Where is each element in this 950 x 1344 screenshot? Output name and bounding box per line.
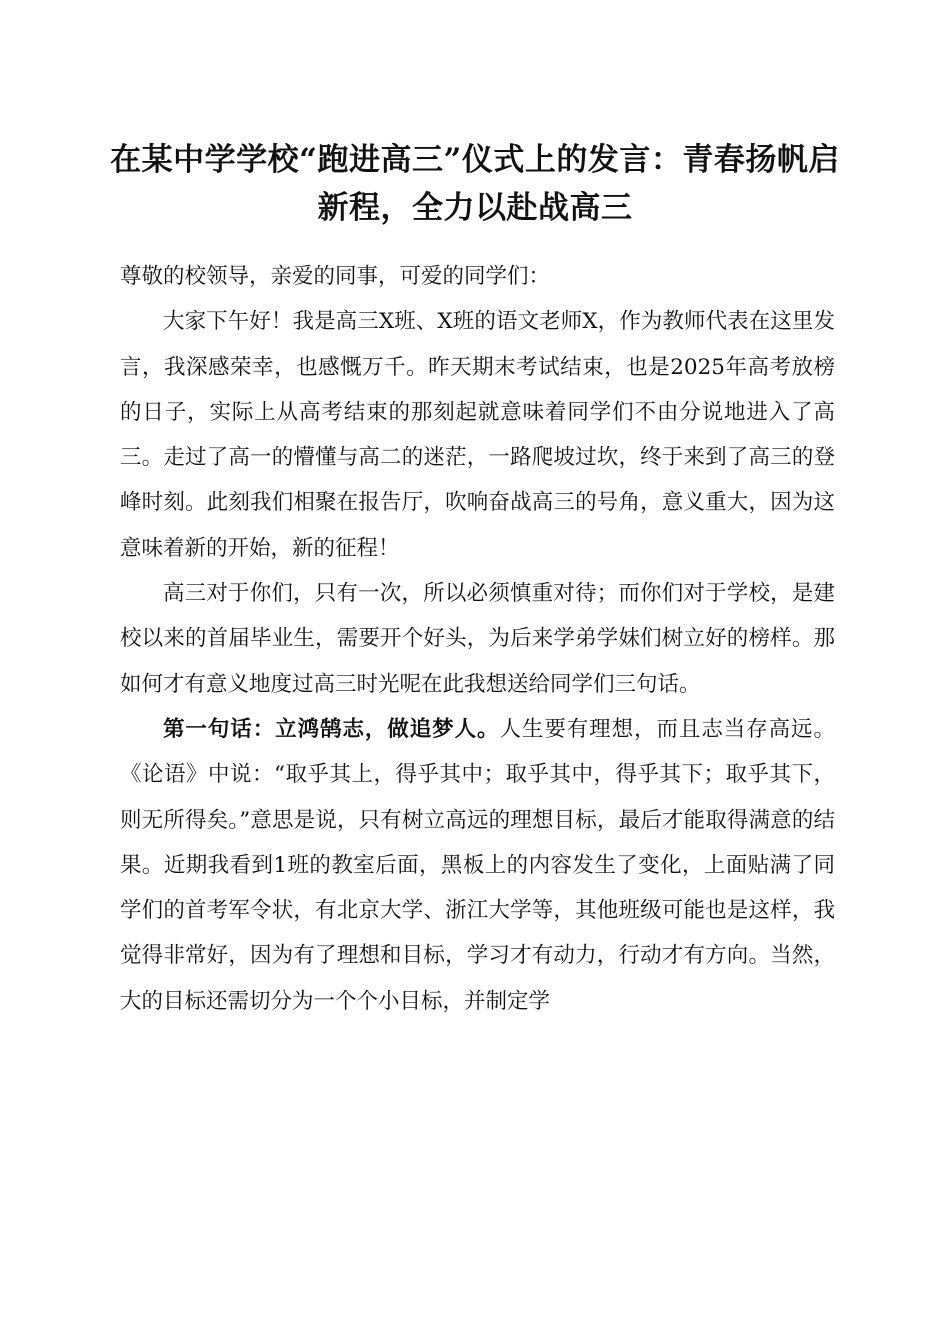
paragraph-3-text: 人生要有理想，而且志当存高远。《论语》中说：“取乎其上，得乎其中；取乎其中，得乎其下；取乎其下，则无所得矣。”意思是说，只有树立高远的理想目标，最后才能取得满意的结果。近期我看到1班的教室后面，黑板上的内容发生了变化，上面贴满了同学们的首考军令状，有北京大学、浙江大学等，其他班级可能也是这样，我觉得非常好，因为有了理想和目标，学习才有动力，行动才有方向。当然，大的目标还需切分为一个个小目标，并制定学	[120, 716, 835, 1014]
paragraph-1	[120, 299, 835, 571]
paragraph-3-lead: 第一句话：立鸿鹄志，做追梦人。	[163, 716, 500, 742]
salutation: 尊敬的校领导，亲爱的同事，可爱的同学们：	[120, 264, 551, 289]
paragraph-3	[120, 707, 835, 1024]
document-title: 在某中学学校“跑进高三”仪式上的发言：青春扬帆启新程，全力以赴战高三	[110, 142, 840, 226]
paragraph-2	[120, 571, 835, 707]
paragraph-1-text: 大家下午好！我是高三X班、X班的语文老师X，作为教师代表在这里发言，我深感荣幸，也感慨万千。昨天期末考试结束，也是2025年高考放榜的日子，实际上从高考结束的那刻起就意味着同学们不由分说地进入了高三。走过了高一的懵懂与高二的迷茫，一路爬坡过坎，终于来到了高三的登峰时刻。此刻我们相聚在报告厅，吹响奋战高三的号角，意义重大，因为这意味着新的开始，新的征程！	[120, 309, 835, 561]
document-body	[120, 254, 835, 1024]
paragraph-2-text: 高三对于你们，只有一次，所以必须慎重对待；而你们对于学校，是建校以来的首届毕业生，需要开个好头，为后来学弟学妹们树立好的榜样。那如何才有意义地度过高三时光呢在此我想送给同学们三句话。	[120, 581, 835, 697]
